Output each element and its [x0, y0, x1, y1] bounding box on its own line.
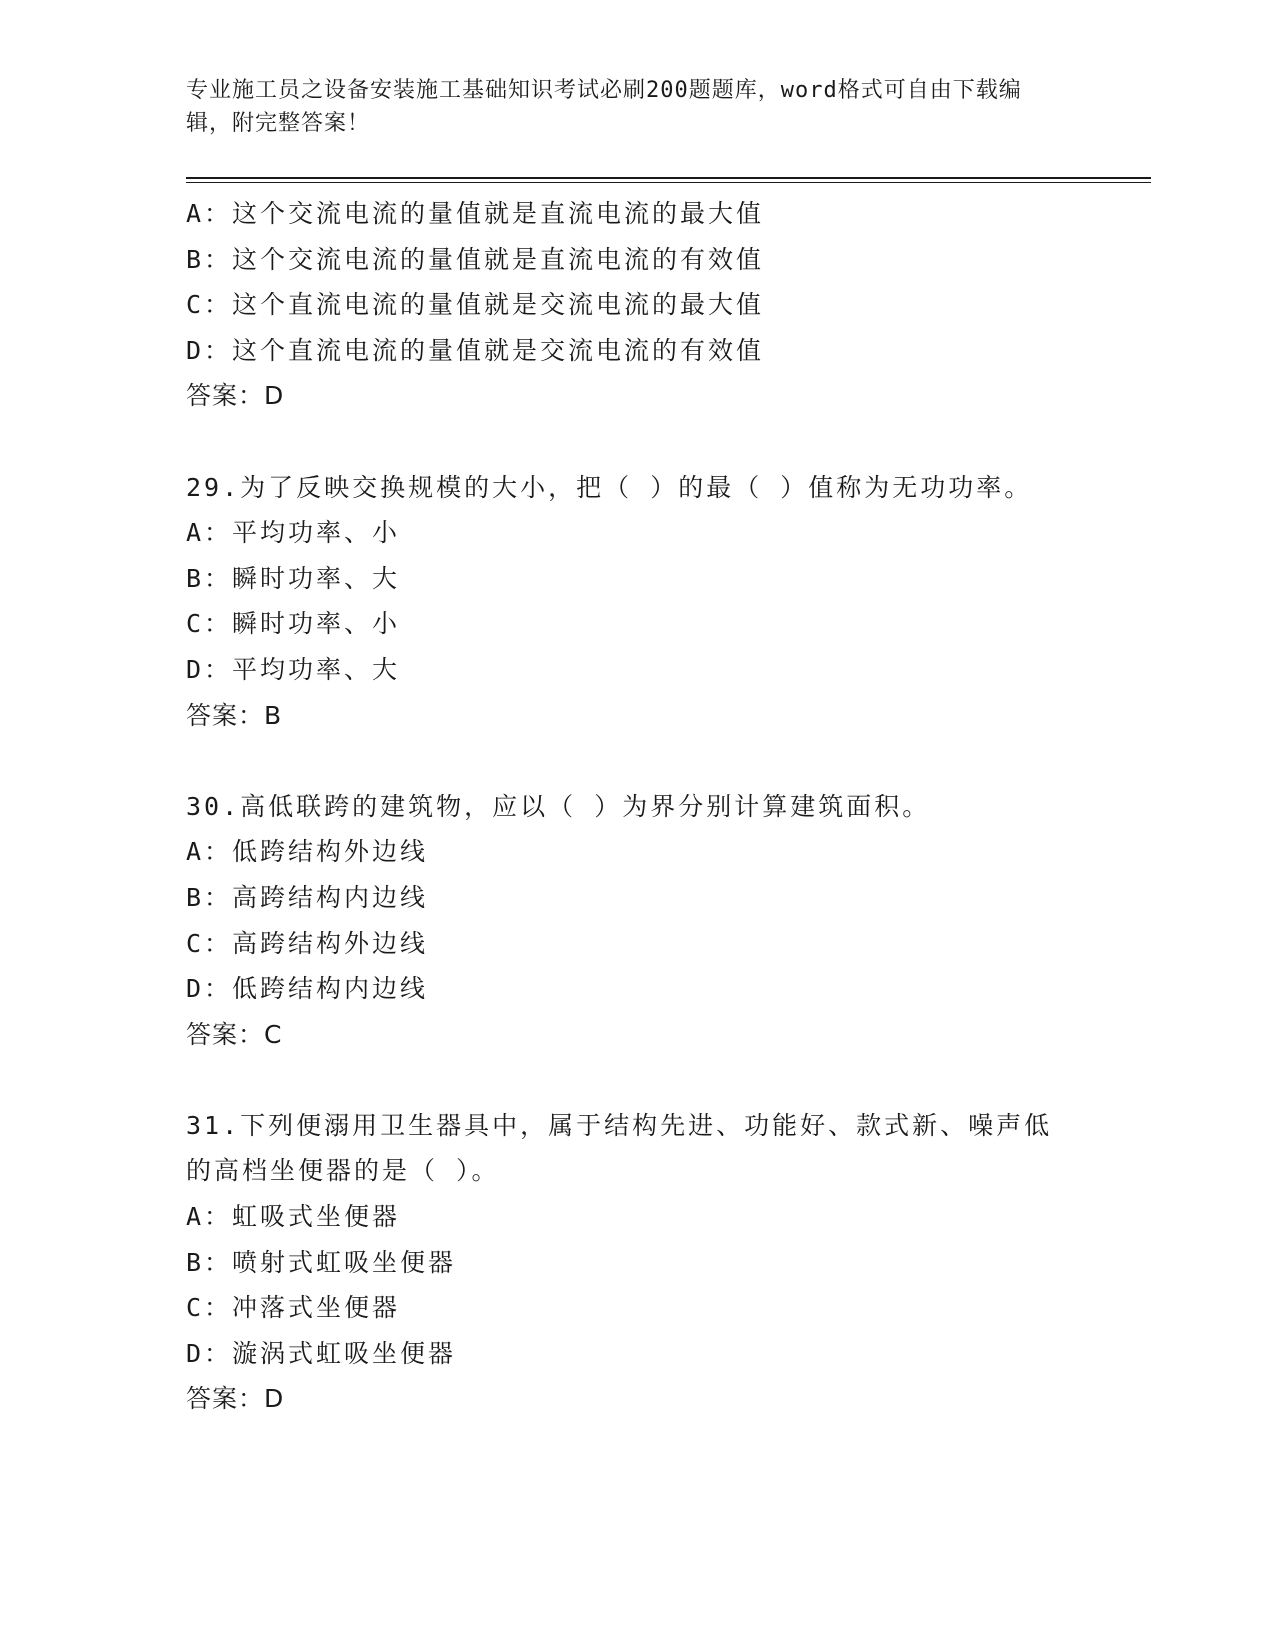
- question-stem: 29.为了反映交换规模的大小，把（ ）的最（ ）值称为无功功率。: [186, 472, 1033, 502]
- header-divider-thin: [186, 182, 1151, 183]
- question-stem-line-1: 31.下列便溺用卫生器具中，属于结构先进、功能好、款式新、噪声低: [186, 1110, 1053, 1140]
- question-29: [186, 465, 1086, 739]
- option-c: C：瞬时功率、小: [186, 609, 401, 639]
- document-header: [186, 74, 1066, 140]
- answer-line: 答案：C: [186, 1019, 283, 1049]
- header-title: 专业施工员之设备安装施工基础知识考试必刷200题题库，word格式可自由下载编辑，附完整答案！: [186, 78, 1022, 136]
- option-b: B：瞬时功率、大: [186, 563, 401, 593]
- spacer: [186, 419, 1086, 465]
- answer-line: 答案：D: [186, 381, 285, 411]
- question-content: [186, 191, 1086, 1422]
- option-a: A：低跨结构外边线: [186, 837, 429, 867]
- answer-line: 答案：B: [186, 700, 283, 730]
- question-stem-line-2: 的高档坐便器的是（ ）。: [186, 1156, 500, 1186]
- spacer: [186, 738, 1086, 784]
- option-c: C：冲落式坐便器: [186, 1293, 401, 1323]
- option-c: C：高跨结构外边线: [186, 928, 429, 958]
- option-b: B：这个交流电流的量值就是直流电流的有效值: [186, 244, 765, 274]
- option-d: D：平均功率、大: [186, 654, 401, 684]
- spacer: [186, 1057, 1086, 1103]
- question-30: [186, 784, 1086, 1058]
- header-divider-thick: [186, 177, 1151, 179]
- option-b: B：喷射式虹吸坐便器: [186, 1247, 457, 1277]
- option-a: A：平均功率、小: [186, 518, 401, 548]
- option-a: A：虹吸式坐便器: [186, 1202, 401, 1232]
- option-d: D：低跨结构内边线: [186, 974, 429, 1004]
- option-b: B：高跨结构内边线: [186, 882, 429, 912]
- option-d: D：漩涡式虹吸坐便器: [186, 1338, 457, 1368]
- option-a: A：这个交流电流的量值就是直流电流的最大值: [186, 199, 765, 228]
- option-c: C：这个直流电流的量值就是交流电流的最大值: [186, 290, 765, 320]
- question-stem: 30.高低联跨的建筑物，应以（ ）为界分别计算建筑面积。: [186, 791, 931, 821]
- option-d: D：这个直流电流的量值就是交流电流的有效值: [186, 335, 765, 365]
- question-31: [186, 1103, 1086, 1422]
- answer-line: 答案：D: [186, 1384, 285, 1414]
- prev-question-block: [186, 191, 1086, 419]
